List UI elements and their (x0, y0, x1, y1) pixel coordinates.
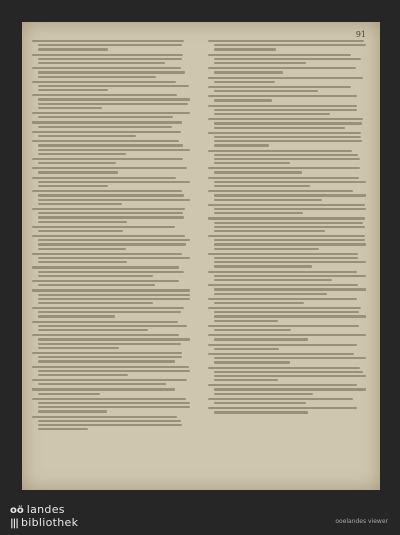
directory-entry (208, 40, 370, 51)
illegible-text-line (214, 329, 291, 331)
illegible-text-line (38, 424, 182, 426)
illegible-text-line (38, 248, 126, 250)
directory-entry (208, 86, 370, 92)
illegible-text-line (38, 294, 190, 296)
directory-entry (208, 271, 370, 282)
directory-entry (32, 280, 194, 286)
directory-entry (32, 253, 194, 264)
illegible-text-line (38, 149, 190, 151)
illegible-text-line (214, 44, 366, 46)
directory-entry (208, 407, 370, 413)
illegible-text-line (38, 410, 107, 412)
illegible-text-line (214, 275, 366, 277)
illegible-text-line (214, 58, 361, 60)
text-columns (32, 40, 370, 484)
illegible-text-line (38, 261, 127, 263)
illegible-text-line (38, 393, 100, 395)
illegible-text-line (38, 85, 189, 87)
directory-entry (32, 416, 194, 431)
illegible-text-line (38, 347, 119, 349)
illegible-text-line (38, 216, 184, 218)
directory-entry (32, 307, 194, 318)
illegible-text-line (214, 226, 365, 228)
illegible-text-line (38, 257, 190, 259)
illegible-text-line (214, 212, 303, 214)
illegible-text-line (214, 171, 302, 173)
illegible-text-line (208, 384, 357, 386)
illegible-text-line (208, 253, 358, 255)
directory-entry (208, 367, 370, 382)
directory-entry (208, 353, 370, 364)
illegible-text-line (208, 190, 353, 192)
illegible-text-line (214, 181, 366, 183)
directory-entry (208, 118, 370, 129)
directory-entry (32, 94, 194, 109)
illegible-text-line (214, 127, 345, 129)
illegible-text-line (32, 321, 178, 323)
illegible-text-line (32, 112, 190, 114)
illegible-text-line (38, 230, 123, 232)
illegible-text-line (208, 367, 360, 369)
illegible-text-line (214, 338, 308, 340)
illegible-text-line (38, 239, 190, 241)
illegible-text-line (208, 334, 366, 336)
directory-entry (32, 235, 194, 250)
illegible-text-line (214, 71, 283, 73)
directory-entry (208, 298, 370, 304)
illegible-text-line (38, 406, 190, 408)
illegible-text-line (214, 81, 275, 83)
illegible-text-line (38, 153, 126, 155)
illegible-text-line (214, 288, 366, 290)
illegible-text-line (38, 271, 184, 273)
viewer-note: ooelandes viewer (335, 518, 388, 525)
directory-entry (208, 334, 370, 340)
illegible-text-line (32, 253, 182, 255)
illegible-text-line (32, 140, 179, 142)
directory-entry (208, 204, 370, 215)
illegible-text-line (208, 105, 357, 107)
illegible-text-line (32, 289, 190, 291)
directory-entry (208, 167, 370, 173)
illegible-text-line (38, 62, 165, 64)
illegible-text-line (38, 171, 118, 173)
directory-entry (32, 131, 194, 137)
logo-prefix: oö (10, 505, 24, 516)
illegible-text-line (208, 204, 365, 206)
illegible-text-line (214, 265, 312, 267)
illegible-text-line (214, 311, 359, 313)
directory-entry (32, 334, 194, 349)
directory-entry (32, 81, 194, 92)
directory-entry (32, 289, 194, 304)
illegible-text-line (32, 54, 183, 56)
illegible-text-line (208, 77, 363, 79)
illegible-text-line (38, 315, 115, 317)
directory-entry (32, 379, 194, 385)
directory-entry (32, 177, 194, 188)
illegible-text-line (38, 311, 181, 313)
illegible-text-line (214, 402, 306, 404)
directory-entry (208, 132, 370, 147)
logo-word-bibliothek: bibliothek (20, 516, 79, 529)
illegible-text-line (214, 375, 366, 377)
illegible-text-line (214, 239, 365, 241)
illegible-text-line (32, 366, 189, 368)
illegible-text-line (38, 370, 190, 372)
illegible-text-line (38, 203, 122, 205)
illegible-text-line (214, 243, 366, 245)
illegible-text-line (214, 257, 358, 259)
library-logo[interactable] (10, 504, 78, 530)
illegible-text-line (38, 329, 148, 331)
illegible-text-line (38, 221, 127, 223)
illegible-text-line (38, 356, 182, 358)
directory-entry (32, 398, 194, 413)
illegible-text-line (208, 235, 365, 237)
illegible-text-line (214, 379, 278, 381)
illegible-text-line (208, 325, 359, 327)
illegible-text-line (32, 307, 184, 309)
illegible-text-line (32, 40, 184, 42)
illegible-text-line (32, 280, 179, 282)
directory-entry (32, 140, 194, 155)
illegible-text-line (208, 353, 354, 355)
illegible-text-line (214, 357, 366, 359)
directory-entry (32, 54, 194, 65)
illegible-text-line (38, 185, 108, 187)
illegible-text-line (38, 284, 155, 286)
directory-entry (32, 121, 194, 127)
illegible-text-line (38, 243, 186, 245)
illegible-text-line (32, 121, 182, 123)
illegible-text-line (38, 126, 172, 128)
logo-word-landes: landes (26, 503, 65, 516)
illegible-text-line (214, 293, 327, 295)
directory-entry (208, 384, 370, 395)
illegible-text-line (32, 131, 181, 133)
illegible-text-line (208, 132, 361, 134)
illegible-text-line (38, 298, 190, 300)
illegible-text-line (214, 279, 332, 281)
directory-entry (32, 321, 194, 332)
illegible-text-line (214, 144, 269, 146)
illegible-text-line (32, 266, 179, 268)
directory-entry (208, 253, 370, 268)
illegible-text-line (214, 185, 310, 187)
directory-entry (32, 167, 194, 173)
book-page (22, 22, 380, 490)
directory-entry (208, 177, 370, 188)
illegible-text-line (32, 379, 187, 381)
illegible-text-line (32, 67, 181, 69)
directory-entry (208, 150, 370, 165)
logo-bars-icon: ||| (10, 518, 18, 529)
illegible-text-line (214, 158, 360, 160)
illegible-text-line (38, 360, 175, 362)
illegible-text-line (208, 217, 365, 219)
illegible-text-line (208, 284, 358, 286)
illegible-text-line (208, 40, 364, 42)
illegible-text-line (38, 144, 183, 146)
illegible-text-line (208, 150, 352, 152)
illegible-text-line (208, 298, 357, 300)
illegible-text-line (208, 271, 357, 273)
illegible-text-line (214, 194, 366, 196)
illegible-text-line (38, 374, 128, 376)
illegible-text-line (208, 344, 357, 346)
illegible-text-line (214, 348, 279, 350)
illegible-text-line (214, 154, 358, 156)
directory-entry (32, 158, 194, 164)
illegible-text-line (32, 334, 179, 336)
illegible-text-line (32, 352, 182, 354)
illegible-text-line (32, 167, 187, 169)
directory-entry (208, 67, 370, 73)
directory-entry (208, 95, 370, 101)
illegible-text-line (208, 67, 356, 69)
illegible-text-line (214, 62, 306, 64)
illegible-text-line (214, 261, 366, 263)
illegible-text-line (32, 235, 185, 237)
illegible-text-line (214, 99, 272, 101)
illegible-text-line (38, 338, 190, 340)
illegible-text-line (214, 140, 362, 142)
illegible-text-line (38, 107, 102, 109)
directory-entry (208, 344, 370, 350)
illegible-text-line (32, 388, 175, 390)
illegible-text-line (214, 162, 290, 164)
directory-entry (32, 208, 194, 223)
illegible-text-line (38, 383, 166, 385)
illegible-text-line (32, 158, 183, 160)
illegible-text-line (214, 361, 290, 363)
illegible-text-line (32, 208, 185, 210)
illegible-text-line (214, 411, 308, 413)
illegible-text-line (208, 398, 353, 400)
illegible-text-line (38, 343, 181, 345)
illegible-text-line (32, 398, 186, 400)
illegible-text-line (208, 407, 357, 409)
illegible-text-line (38, 116, 173, 118)
illegible-text-line (32, 416, 177, 418)
illegible-text-line (38, 302, 153, 304)
illegible-text-line (214, 393, 313, 395)
illegible-text-line (214, 113, 330, 115)
illegible-text-line (32, 177, 176, 179)
illegible-text-line (208, 177, 359, 179)
directory-entry (208, 307, 370, 322)
illegible-text-line (32, 226, 175, 228)
illegible-text-line (208, 118, 363, 120)
directory-entry (208, 190, 370, 201)
illegible-text-line (214, 230, 325, 232)
illegible-text-line (38, 58, 182, 60)
illegible-text-line (208, 54, 351, 56)
illegible-text-line (208, 86, 351, 88)
illegible-text-line (214, 315, 366, 317)
illegible-text-line (38, 199, 190, 201)
directory-entry (32, 112, 194, 118)
illegible-text-line (38, 420, 181, 422)
illegible-text-line (38, 98, 190, 100)
illegible-text-line (38, 71, 185, 73)
illegible-text-line (32, 190, 182, 192)
illegible-text-line (208, 307, 361, 309)
page-number: 91 (355, 30, 366, 39)
illegible-text-line (32, 94, 177, 96)
illegible-text-line (214, 248, 319, 250)
illegible-text-line (214, 371, 363, 373)
directory-entry (208, 105, 370, 116)
directory-entry (208, 54, 370, 65)
illegible-text-line (208, 167, 360, 169)
directory-entry (32, 67, 194, 78)
illegible-text-line (38, 402, 190, 404)
illegible-text-line (214, 208, 366, 210)
directory-entry (208, 325, 370, 331)
illegible-text-line (38, 428, 88, 430)
illegible-text-line (208, 95, 357, 97)
illegible-text-line (38, 194, 184, 196)
directory-entry (208, 398, 370, 404)
illegible-text-line (38, 275, 153, 277)
directory-entry (208, 77, 370, 83)
directory-entry (208, 235, 370, 250)
illegible-text-line (214, 136, 361, 138)
directory-entry (32, 388, 194, 394)
illegible-text-line (38, 48, 108, 50)
illegible-text-line (214, 109, 357, 111)
directory-entry (32, 352, 194, 363)
directory-entry (32, 366, 194, 377)
illegible-text-line (214, 90, 318, 92)
illegible-text-line (38, 135, 136, 137)
illegible-text-line (38, 103, 188, 105)
directory-entry (32, 190, 194, 205)
viewer-footer (0, 490, 400, 535)
illegible-text-line (214, 388, 366, 390)
directory-entry (208, 284, 370, 295)
illegible-text-line (38, 76, 156, 78)
illegible-text-line (214, 320, 278, 322)
illegible-text-line (38, 89, 108, 91)
illegible-text-line (214, 48, 276, 50)
illegible-text-line (214, 222, 363, 224)
left-column (32, 40, 194, 484)
directory-entry (32, 226, 194, 232)
illegible-text-line (38, 181, 190, 183)
directory-entry (32, 40, 194, 51)
illegible-text-line (32, 81, 176, 83)
illegible-text-line (38, 325, 187, 327)
illegible-text-line (214, 199, 322, 201)
illegible-text-line (38, 44, 182, 46)
right-column (208, 40, 370, 484)
directory-entry (32, 266, 194, 277)
illegible-text-line (214, 122, 362, 124)
illegible-text-line (214, 302, 304, 304)
directory-entry (208, 217, 370, 232)
illegible-text-line (38, 212, 183, 214)
illegible-text-line (38, 162, 116, 164)
